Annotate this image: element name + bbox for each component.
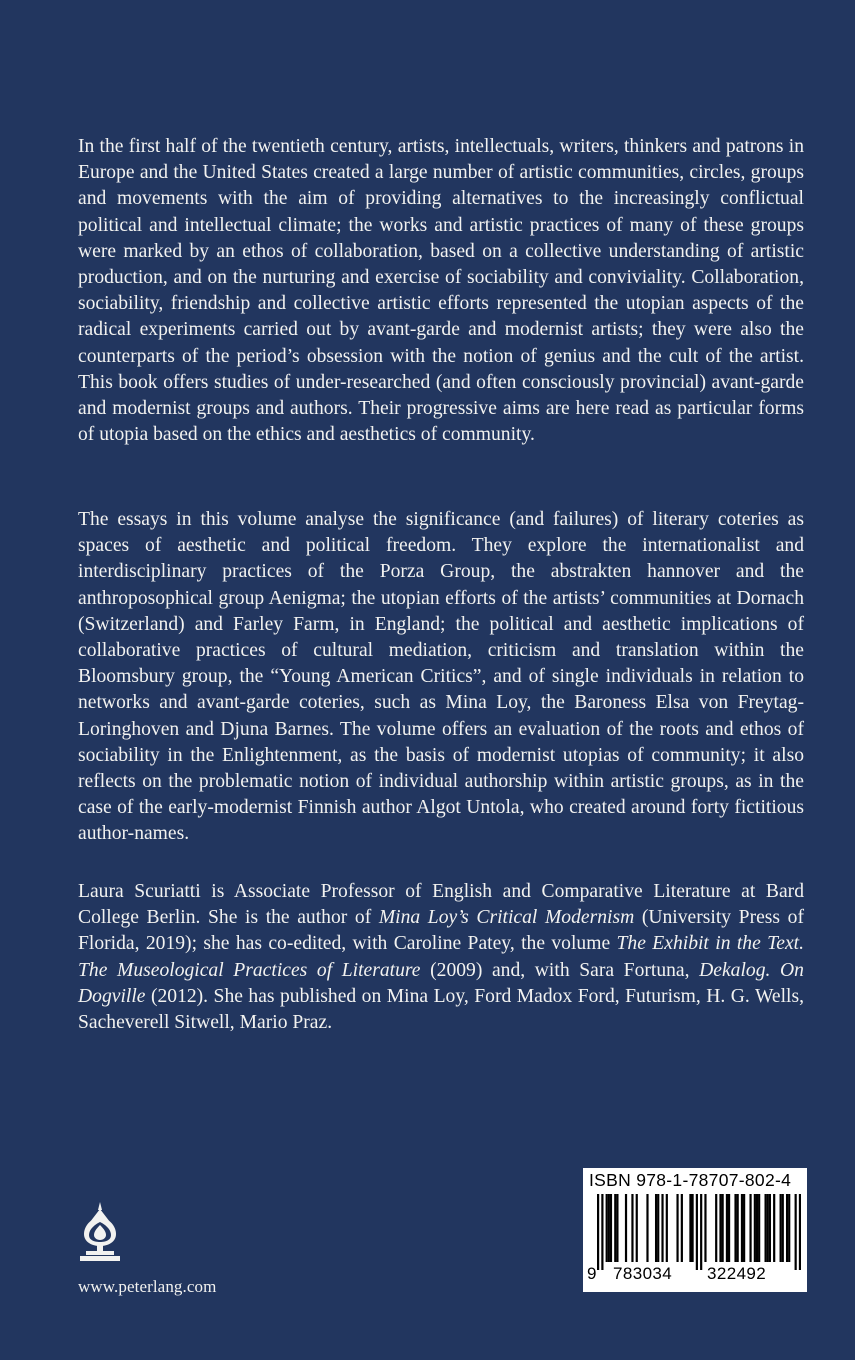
barcode-bar bbox=[795, 1194, 797, 1270]
barcode-bar bbox=[758, 1194, 760, 1262]
blurb-paragraph-2 bbox=[78, 507, 804, 848]
barcode-bar bbox=[728, 1194, 730, 1262]
barcode-bar bbox=[769, 1194, 771, 1262]
publisher-url[interactable]: www.peterlang.com bbox=[78, 1277, 217, 1296]
barcode-bar bbox=[631, 1194, 633, 1262]
barcode-bar bbox=[601, 1194, 603, 1270]
barcode-bar bbox=[655, 1194, 657, 1262]
barcode-bar bbox=[726, 1194, 728, 1262]
book-title-2: The Exhibit in the Text. The Museological Practices of Literature bbox=[78, 933, 804, 981]
barcode-bar bbox=[715, 1194, 717, 1262]
author-bio-part-2: (University Press of Florida, 2019); she has co-edited, with Caroline Patey, the volume bbox=[78, 907, 804, 955]
barcode-bar bbox=[696, 1194, 698, 1270]
barcode-bar bbox=[689, 1194, 691, 1262]
barcode-bar bbox=[737, 1194, 739, 1262]
barcode-bar bbox=[780, 1194, 782, 1262]
barcode-bar bbox=[691, 1194, 693, 1262]
barcode-bar bbox=[734, 1194, 736, 1262]
barcode-bar bbox=[681, 1194, 683, 1262]
barcode-bar bbox=[788, 1194, 790, 1262]
isbn-label: ISBN 978-1-78707-802-4 bbox=[589, 1170, 792, 1190]
barcode-bar bbox=[646, 1194, 648, 1262]
barcode-bar bbox=[636, 1194, 638, 1262]
author-bio bbox=[78, 879, 804, 1036]
barcode-bar bbox=[782, 1194, 784, 1262]
blurb-paragraph-1 bbox=[78, 134, 804, 448]
barcode-bar bbox=[676, 1194, 678, 1262]
barcode-bar bbox=[773, 1194, 775, 1262]
author-bio-text bbox=[78, 879, 804, 1036]
barcode-bar bbox=[616, 1194, 618, 1262]
barcode-bar bbox=[704, 1194, 706, 1262]
barcode-bar bbox=[608, 1194, 610, 1262]
barcode-bar bbox=[597, 1194, 599, 1270]
barcode-bar bbox=[749, 1194, 751, 1262]
barcode-bar bbox=[606, 1194, 608, 1262]
barcode-bar bbox=[625, 1194, 627, 1262]
barcode-bar bbox=[756, 1194, 758, 1262]
barcode-bar bbox=[767, 1194, 769, 1262]
barcode-box bbox=[583, 1168, 807, 1292]
barcode-bar bbox=[719, 1194, 721, 1262]
blurb-paragraph-2-text: The essays in this volume analyse the significance (and failures) of literary coteries as spaces of aesthetic and political freedom. They explore the internationalist and interdisciplinary practices of the Porza Group, the abstrakten hannover and the anthroposophical group Aenigma; the utopian efforts of the artists’ communities at Dornach (Switzerland) and Farley Farm, in England; the political and aesthetic implications of collaborative practices of cultural mediation, criticism and translation within the Bloomsbury group, the “Young American Critics”, and of single individuals in relation to networks and avant-garde coteries, such as Mina Loy, the Baroness Elsa von Freytag-Loringhoven and Djuna Barnes. The volume offers an evaluation of the roots and ethos of sociability in the Enlightenment, as the basis of modernist utopias of community; it also reflects on the problematic notion of individual authorship within artistic groups, as in the case of the early-modernist Finnish author Algot Untola, who created around forty fictitious author-names. bbox=[78, 509, 804, 845]
barcode-bars bbox=[597, 1194, 801, 1270]
barcode-bar bbox=[610, 1194, 612, 1262]
barcode-bar bbox=[799, 1194, 801, 1270]
book-title-3: Dekalog. On Dogville bbox=[78, 959, 804, 1007]
barcode-bar bbox=[741, 1194, 743, 1262]
barcode-digits-right: 322492 bbox=[707, 1264, 767, 1283]
author-bio-part-4: (2012). She has published on Mina Loy, Ford Madox Ford, Futurism, H. G. Wells, Sacheverell Sitwell, Mario Praz. bbox=[78, 985, 804, 1034]
peter-lang-tree-logo-icon bbox=[78, 1200, 122, 1268]
barcode-bar bbox=[722, 1194, 724, 1262]
barcode-bar bbox=[700, 1194, 702, 1270]
barcode-bar bbox=[764, 1194, 766, 1262]
barcode-digits-left: 783034 bbox=[613, 1264, 673, 1283]
barcode-bar bbox=[661, 1194, 663, 1262]
barcode-bar bbox=[666, 1194, 668, 1262]
barcode-bar bbox=[743, 1194, 745, 1262]
barcode-bar bbox=[754, 1194, 756, 1262]
author-bio-part-1: Laura Scuriatti is Associate Professor of English and Comparative Literature at Bard College Berlin. She is the author of bbox=[78, 881, 804, 929]
barcode-digit-lead: 9 bbox=[587, 1264, 597, 1283]
blurb-paragraph-1-text: In the first half of the twentieth century, artists, intellectuals, writers, thinkers and patrons in Europe and the United States created a large number of artistic communities, circles, groups and movements with the aim of providing alternatives to the increasingly conflictual political and intellectual climate; the works and artistic practices of many of these groups were marked by an ethos of collaboration, based on a collective understanding of artistic production, and on the nurturing and exercise of sociability and conviviality. Collaboration, sociability, friendship and collective artistic efforts represented the utopian aspects of the radical experiments carried out by avant-garde and modernist artists; they were also the counterparts of the period’s obsession with the notion of genius and the cult of the artist. This book offers studies of under-researched (and often consciously provincial) avant-garde and modernist groups and authors. Their progressive aims are here read as particular forms of utopia based on the ethics and aesthetics of community. bbox=[78, 136, 804, 446]
author-bio-part-3: (2009) and, with Sara Fortuna, bbox=[420, 959, 700, 981]
barcode-bar bbox=[614, 1194, 616, 1262]
book-title-1: Mina Loy’s Critical Modernism bbox=[378, 907, 635, 929]
barcode-bar bbox=[786, 1194, 788, 1262]
barcode-bar bbox=[657, 1194, 659, 1262]
